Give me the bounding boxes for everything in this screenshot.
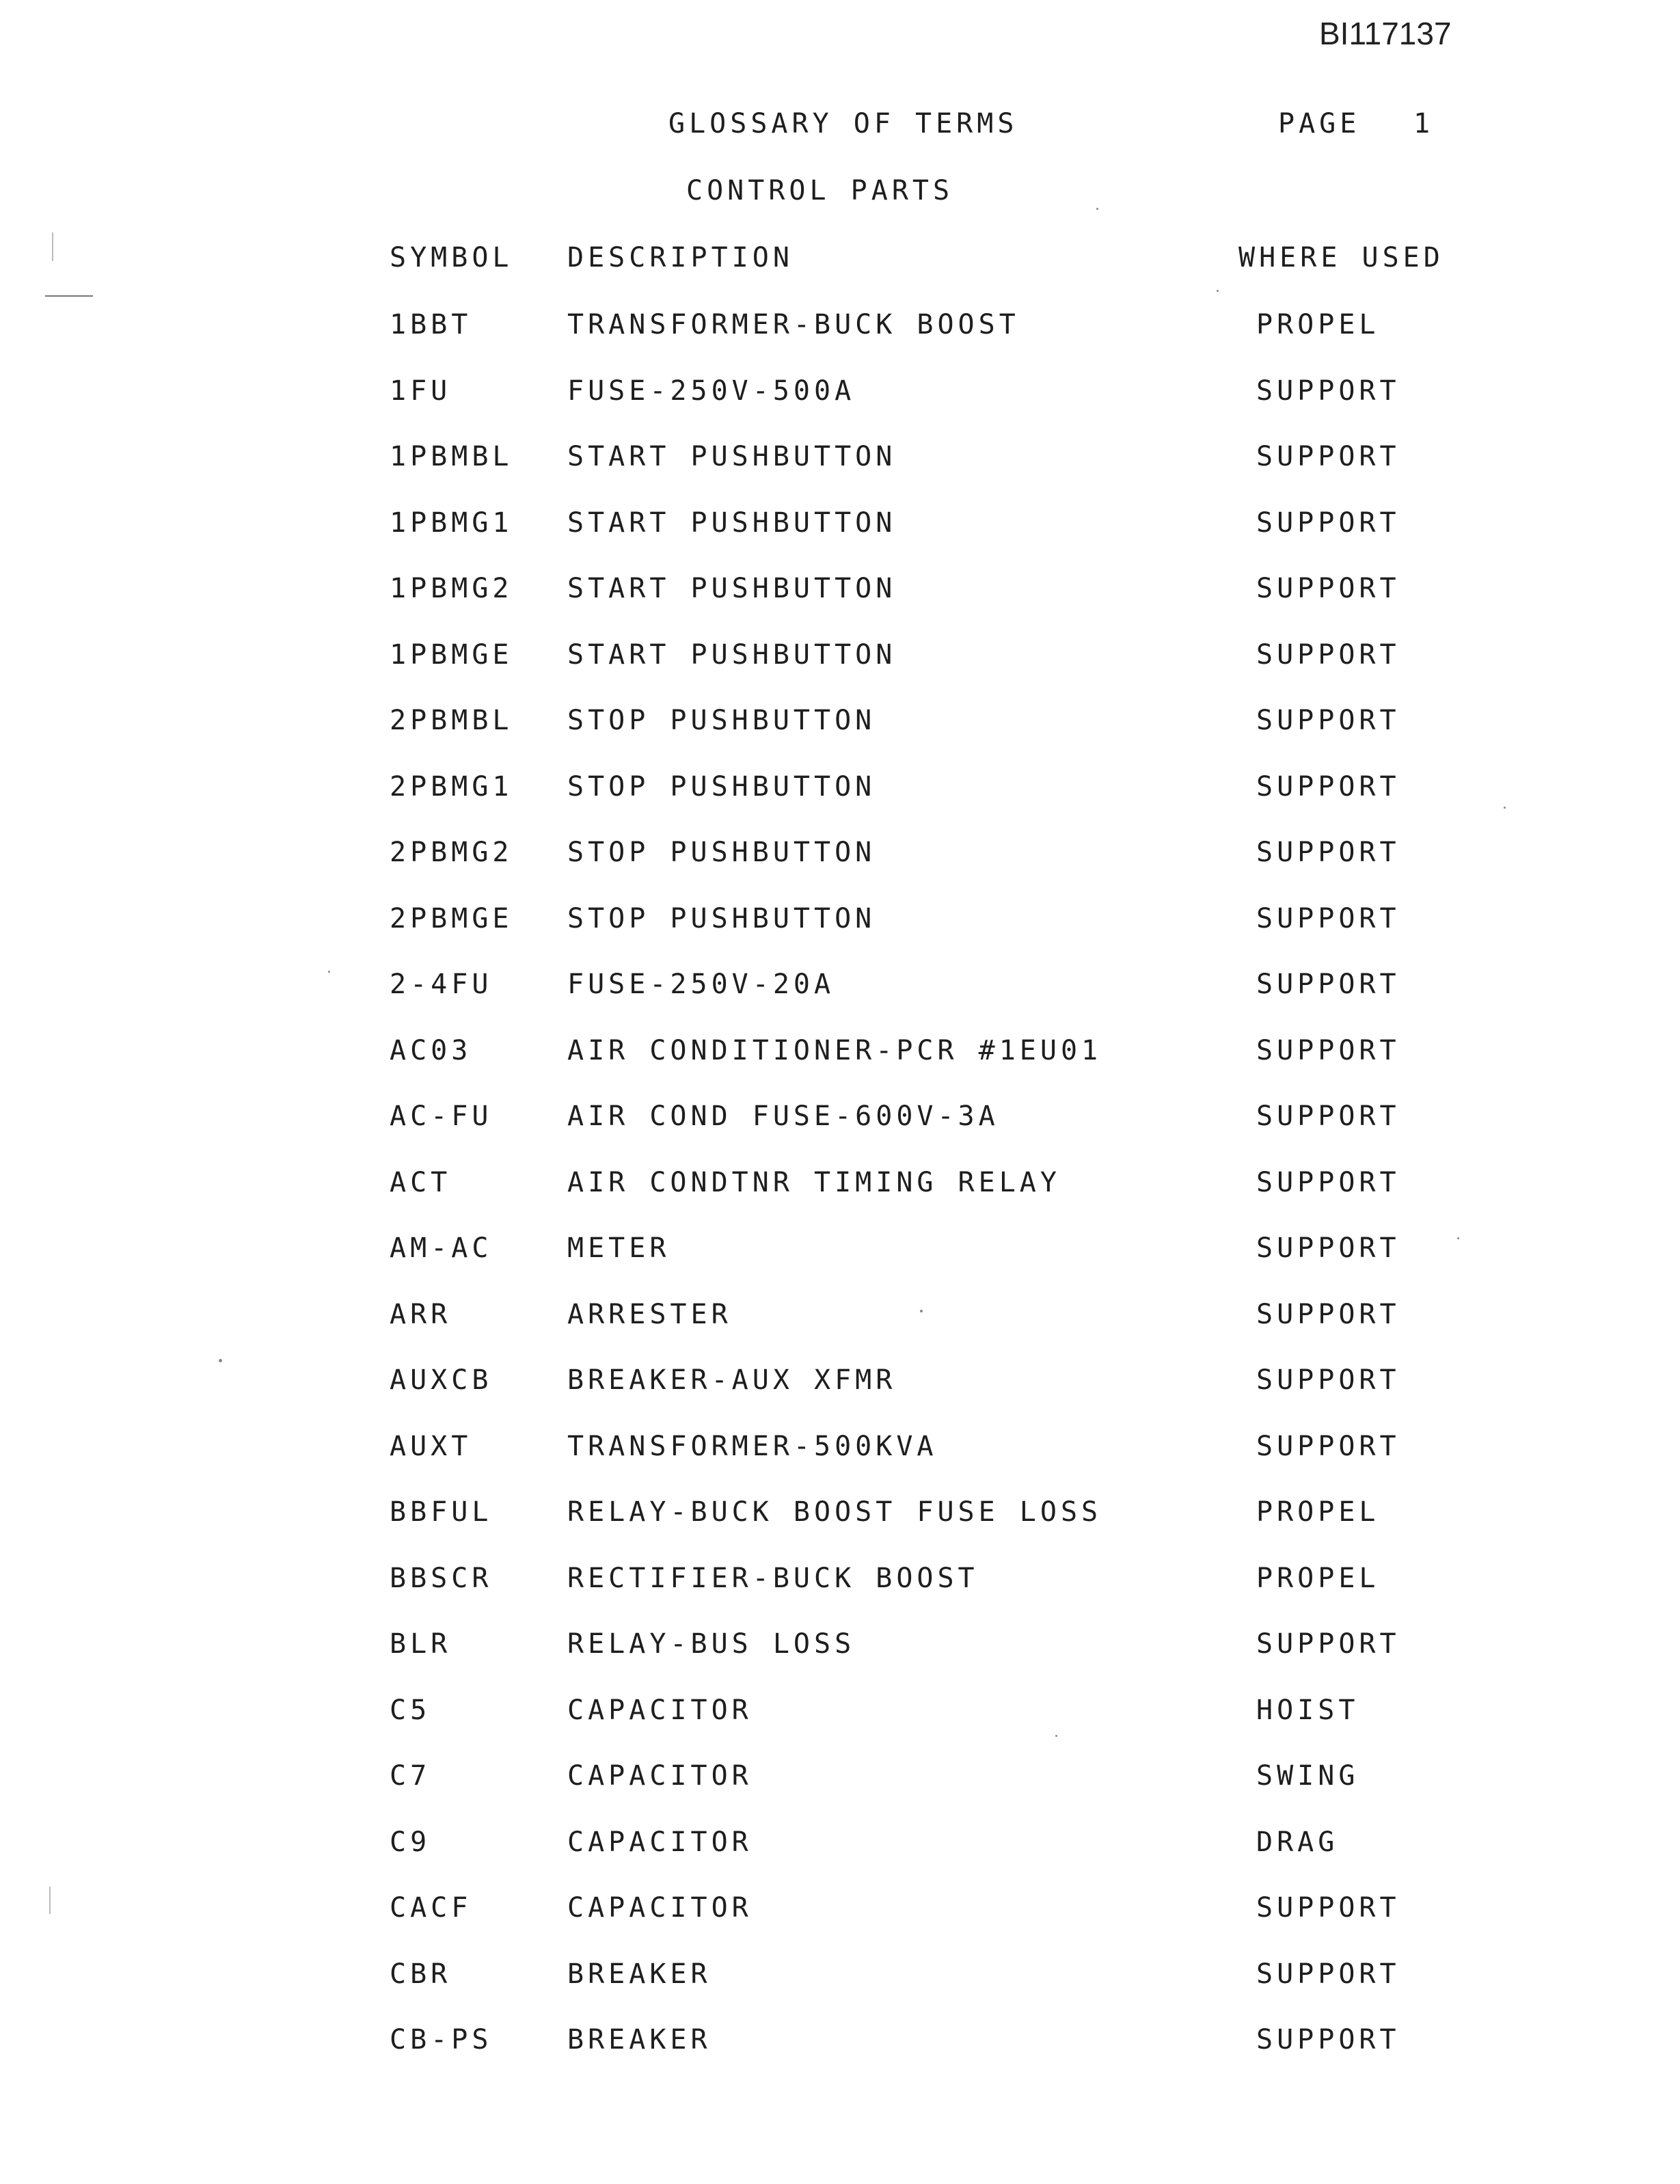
symbol-cell: BLR: [390, 1628, 452, 1660]
description-cell: TRANSFORMER-500KVA: [567, 1430, 938, 1462]
where-used-cell: SUPPORT: [1256, 1364, 1400, 1396]
description-cell: RECTIFIER-BUCK BOOST: [567, 1562, 979, 1594]
table-row: [0, 441, 1680, 507]
table-row: [0, 573, 1680, 639]
description-cell: START PUSHBUTTON: [567, 638, 897, 671]
table-row: [0, 1892, 1680, 1958]
document-id: BI117137: [1319, 16, 1452, 51]
table-row: [0, 903, 1680, 969]
table-row: [0, 1628, 1680, 1695]
table-row: [0, 1232, 1680, 1299]
description-cell: AIR CONDTNR TIMING RELAY: [567, 1166, 1061, 1198]
description-cell: AIR CONDITIONER-PCR #1EU01: [567, 1034, 1102, 1066]
table-row: [0, 1958, 1680, 2025]
description-cell: FUSE-250V-500A: [567, 375, 856, 407]
where-used-cell: PROPEL: [1256, 1496, 1380, 1528]
table-row: [0, 1299, 1680, 1365]
page-subtitle: CONTROL PARTS: [686, 175, 954, 206]
symbol-cell: 1PBMG2: [390, 573, 513, 604]
symbol-cell: ARR: [390, 1298, 452, 1330]
where-used-cell: SUPPORT: [1256, 1298, 1400, 1330]
table-row: [0, 837, 1680, 903]
page-title: GLOSSARY OF TERMS: [668, 108, 1018, 139]
column-header-where-used: WHERE USED: [1238, 242, 1444, 273]
description-cell: AIR COND FUSE-600V-3A: [567, 1101, 999, 1132]
where-used-cell: SUPPORT: [1256, 1101, 1400, 1132]
symbol-cell: 2-4FU: [390, 969, 493, 1000]
description-cell: START PUSHBUTTON: [567, 507, 897, 539]
where-used-cell: SWING: [1256, 1760, 1359, 1792]
description-cell: RELAY-BUCK BOOST FUSE LOSS: [567, 1496, 1102, 1528]
scan-speck: [1217, 290, 1219, 292]
table-row: [0, 2024, 1680, 2090]
where-used-cell: SUPPORT: [1256, 1232, 1400, 1264]
description-cell: STOP PUSHBUTTON: [567, 837, 876, 868]
symbol-cell: AUXCB: [390, 1364, 493, 1396]
where-used-cell: SUPPORT: [1256, 969, 1400, 1000]
description-cell: ARRESTER: [567, 1298, 732, 1330]
where-used-cell: SUPPORT: [1256, 1430, 1400, 1462]
scan-speck: [328, 971, 330, 973]
symbol-cell: 2PBMG1: [390, 770, 513, 803]
description-cell: CAPACITOR: [567, 1694, 753, 1726]
table-row: [0, 375, 1680, 442]
scan-speck: [1096, 208, 1098, 210]
scan-mark: [49, 1887, 51, 1914]
description-cell: TRANSFORMER-BUCK BOOST: [567, 309, 1020, 340]
description-cell: CAPACITOR: [567, 1826, 753, 1858]
symbol-cell: 1PBMGE: [390, 638, 513, 671]
page-number: 1: [1413, 108, 1435, 139]
where-used-cell: SUPPORT: [1256, 2024, 1400, 2055]
scan-speck: [1457, 1237, 1459, 1239]
symbol-cell: C7: [390, 1760, 431, 1792]
table-row: [0, 1563, 1680, 1629]
table-row: [0, 639, 1680, 705]
description-cell: START PUSHBUTTON: [567, 441, 897, 472]
where-used-cell: SUPPORT: [1256, 1958, 1400, 1990]
where-used-cell: SUPPORT: [1256, 1166, 1400, 1198]
glossary-table: [0, 309, 1680, 2090]
description-cell: RELAY-BUS LOSS: [567, 1628, 856, 1660]
table-row: [0, 1826, 1680, 1893]
table-row: [0, 1431, 1680, 1497]
where-used-cell: SUPPORT: [1256, 1628, 1400, 1660]
symbol-cell: 1FU: [390, 375, 452, 407]
table-row: [0, 705, 1680, 771]
symbol-cell: 1PBMBL: [390, 441, 513, 472]
table-row: [0, 969, 1680, 1035]
scan-mark: [52, 232, 53, 261]
symbol-cell: CBR: [390, 1958, 452, 1990]
where-used-cell: SUPPORT: [1256, 1034, 1400, 1066]
table-row: [0, 771, 1680, 837]
description-cell: STOP PUSHBUTTON: [567, 770, 876, 803]
where-used-cell: SUPPORT: [1256, 375, 1400, 407]
table-row: [0, 1496, 1680, 1563]
scan-speck: [920, 1310, 923, 1312]
description-cell: BREAKER: [567, 2024, 712, 2055]
description-cell: FUSE-250V-20A: [567, 969, 835, 1000]
description-cell: START PUSHBUTTON: [567, 573, 897, 604]
description-cell: CAPACITOR: [567, 1892, 753, 1924]
description-cell: STOP PUSHBUTTON: [567, 902, 876, 934]
symbol-cell: BBSCR: [390, 1562, 493, 1594]
symbol-cell: 2PBMG2: [390, 837, 513, 868]
column-header-description: DESCRIPTION: [567, 242, 794, 273]
symbol-cell: AM-AC: [390, 1232, 493, 1264]
symbol-cell: C9: [390, 1826, 431, 1858]
description-cell: STOP PUSHBUTTON: [567, 705, 876, 736]
table-row: [0, 1101, 1680, 1167]
symbol-cell: BBFUL: [390, 1496, 493, 1528]
description-cell: BREAKER-AUX XFMR: [567, 1364, 897, 1396]
where-used-cell: SUPPORT: [1256, 902, 1400, 934]
where-used-cell: SUPPORT: [1256, 837, 1400, 868]
table-row: [0, 1035, 1680, 1101]
where-used-cell: SUPPORT: [1256, 573, 1400, 604]
where-used-cell: SUPPORT: [1256, 770, 1400, 803]
where-used-cell: SUPPORT: [1256, 441, 1400, 472]
where-used-cell: SUPPORT: [1256, 507, 1400, 539]
description-cell: CAPACITOR: [567, 1760, 753, 1792]
scan-speck: [1055, 1735, 1057, 1737]
description-cell: METER: [567, 1232, 670, 1264]
scan-speck: [219, 1359, 222, 1362]
page-label: PAGE: [1278, 108, 1361, 139]
symbol-cell: AC03: [390, 1034, 472, 1066]
table-row: [0, 1364, 1680, 1431]
table-row: [0, 1760, 1680, 1826]
where-used-cell: PROPEL: [1256, 1562, 1380, 1594]
symbol-cell: CACF: [390, 1892, 472, 1924]
symbol-cell: 1BBT: [390, 309, 472, 340]
symbol-cell: 1PBMG1: [390, 507, 513, 539]
symbol-cell: AC-FU: [390, 1101, 493, 1132]
description-cell: BREAKER: [567, 1958, 712, 1990]
table-row: [0, 309, 1680, 375]
scan-speck: [1504, 807, 1506, 809]
symbol-cell: 2PBMGE: [390, 902, 513, 934]
table-row: [0, 1695, 1680, 1761]
where-used-cell: SUPPORT: [1256, 638, 1400, 671]
symbol-cell: 2PBMBL: [390, 705, 513, 736]
scan-mark: [45, 295, 93, 297]
symbol-cell: C5: [390, 1694, 431, 1726]
where-used-cell: SUPPORT: [1256, 1892, 1400, 1924]
where-used-cell: DRAG: [1256, 1826, 1339, 1858]
where-used-cell: HOIST: [1256, 1694, 1359, 1726]
symbol-cell: AUXT: [390, 1430, 472, 1462]
table-row: [0, 507, 1680, 574]
where-used-cell: SUPPORT: [1256, 705, 1400, 736]
table-row: [0, 1167, 1680, 1233]
where-used-cell: PROPEL: [1256, 309, 1380, 340]
symbol-cell: CB-PS: [390, 2024, 493, 2055]
symbol-cell: ACT: [390, 1166, 452, 1198]
column-header-symbol: SYMBOL: [390, 242, 513, 273]
